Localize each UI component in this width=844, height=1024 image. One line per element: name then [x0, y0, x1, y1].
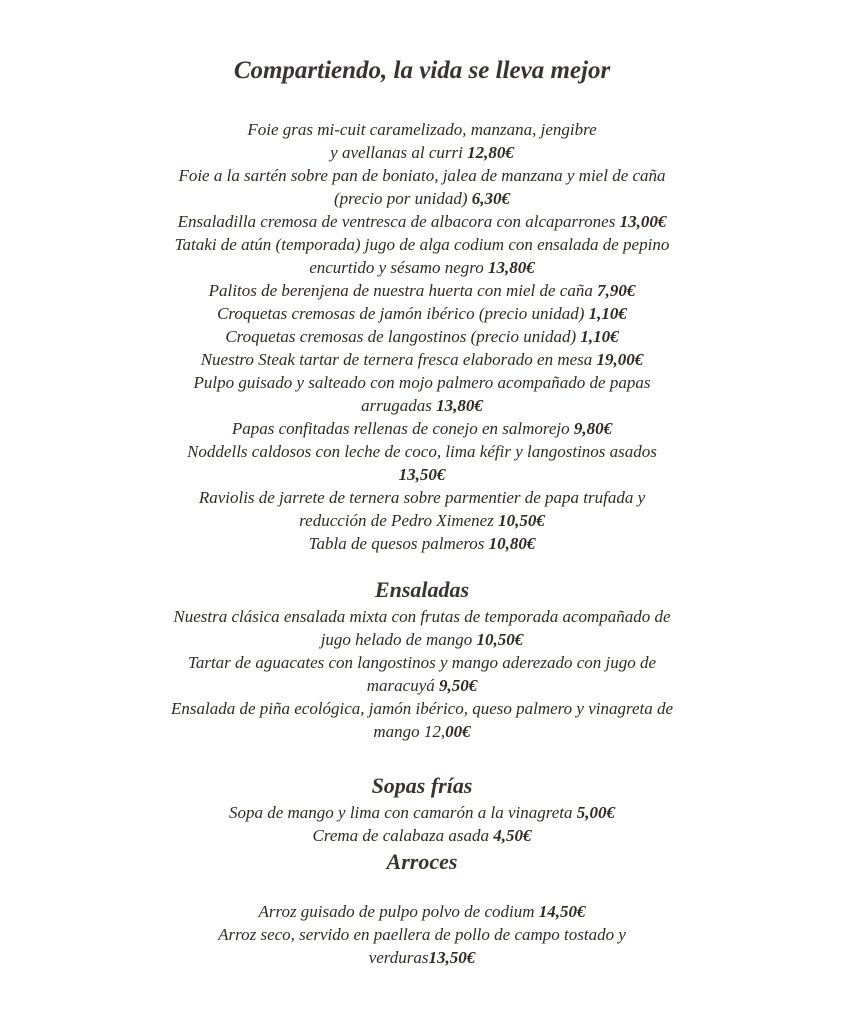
dish-text: Raviolis de jarrete de ternera sobre parmentier de papa trufada y [198, 488, 646, 507]
menu-line [0, 651, 844, 674]
dish-price: 9,80€ [573, 419, 613, 438]
menu-line [0, 164, 844, 187]
menu-line [0, 824, 844, 847]
menu-line [0, 720, 844, 743]
dish-text: jugo helado de mango [320, 630, 477, 649]
dish-text: Croquetas cremosas de jamón ibérico (precio unidad) [217, 304, 589, 323]
dish-text: arrugadas [361, 396, 437, 415]
menu-line [0, 801, 844, 824]
dish-price: 4,50€ [493, 826, 532, 845]
dish-price: 6,30€ [471, 189, 510, 208]
dish-text: Nuestro Steak tartar de ternera fresca elaborado en mesa [200, 350, 597, 369]
dish-text: maracuyá [366, 676, 439, 695]
menu-line [0, 256, 844, 279]
dish-price: 13,00€ [619, 212, 667, 231]
page-title: Compartiendo, la vida se lleva mejor [233, 57, 611, 84]
dish-text: Nuestra clásica ensalada mixta con frutas de temporada acompañado de [173, 607, 671, 626]
menu-line [0, 440, 844, 463]
sopas-heading: Sopas frías [371, 773, 473, 798]
dish-text: Tataki de atún (temporada) jugo de alga codium con ensalada de pepino [174, 235, 670, 254]
dish-text: Croquetas cremosas de langostinos (precio unidad) [225, 327, 581, 346]
ensaladas-heading: Ensaladas [374, 577, 470, 602]
menu-line [0, 279, 844, 302]
dish-price: 00€ [445, 722, 471, 741]
dish-text: encurtido y sésamo negro [309, 258, 489, 277]
arroces-list [0, 900, 844, 969]
dish-price: 1,10€ [588, 304, 627, 323]
menu-line [0, 118, 844, 141]
menu-line [0, 463, 844, 486]
dish-text: Ensaladilla cremosa de ventresca de albacora con alcaparrones [177, 212, 620, 231]
dish-text: Tabla de quesos palmeros [308, 534, 489, 553]
dish-text: Pulpo guisado y salteado con mojo palmero acompañado de papas [193, 373, 651, 392]
dish-text: Foie a la sartén sobre pan de boniato, jalea de manzana y miel de caña [178, 166, 666, 185]
dish-text: mango 12, [373, 722, 446, 741]
dish-price: 13,50€ [428, 948, 476, 967]
arroces-heading: Arroces [386, 849, 458, 874]
menu-line [0, 628, 844, 651]
dish-price: 7,90€ [597, 281, 636, 300]
menu-line [0, 532, 844, 555]
menu-line [0, 325, 844, 348]
dish-text: Crema de calabaza asada [312, 826, 494, 845]
dish-text: Tartar de aguacates con langostinos y mango aderezado con jugo de [187, 653, 657, 672]
dish-text: y avellanas al curri [330, 143, 468, 162]
menu-line [0, 923, 844, 946]
menu-line [0, 348, 844, 371]
dish-text: Papas confitadas rellenas de conejo en salmorejo [231, 419, 574, 438]
dish-text: Ensalada de piña ecológica, jamón ibérico, queso palmero y vinagreta de [170, 699, 674, 718]
menu-line [0, 697, 844, 720]
dish-text: reducción de Pedro Ximenez [299, 511, 499, 530]
menu-line [0, 900, 844, 923]
dish-text: Palitos de berenjena de nuestra huerta con miel de caña [208, 281, 598, 300]
menu-line [0, 233, 844, 256]
dish-text: Sopa de mango y lima con camarón a la vinagreta [228, 803, 577, 822]
dish-price: 10,50€ [476, 630, 524, 649]
dish-text: Foie gras mi-cuit caramelizado, manzana, jengibre [247, 120, 597, 139]
dish-price: 10,50€ [498, 511, 545, 530]
menu-line [0, 605, 844, 628]
dish-price: 13,50€ [398, 465, 446, 484]
menu-line [0, 141, 844, 164]
compartir-list [0, 118, 844, 555]
menu-line [0, 371, 844, 394]
ensaladas-list [0, 605, 844, 743]
dish-price: 5,00€ [576, 803, 616, 822]
menu-line [0, 187, 844, 210]
dish-price: 14,50€ [538, 902, 586, 921]
dish-price: 12,80€ [467, 143, 514, 162]
dish-price: 13,80€ [488, 258, 535, 277]
menu-line [0, 946, 844, 969]
menu-line [0, 417, 844, 440]
menu-line [0, 394, 844, 417]
menu-line [0, 486, 844, 509]
dish-price: 9,50€ [438, 676, 478, 695]
menu-line [0, 674, 844, 697]
dish-price: 10,80€ [488, 534, 536, 553]
dish-price: 13,80€ [436, 396, 483, 415]
sopas-list [0, 801, 844, 847]
dish-text: (precio por unidad) [334, 189, 472, 208]
dish-text: Arroz guisado de pulpo polvo de codium [258, 902, 539, 921]
menu-line [0, 210, 844, 233]
menu-line [0, 509, 844, 532]
dish-price: 1,10€ [580, 327, 619, 346]
dish-text: Arroz seco, servido en paellera de pollo de campo tostado y [218, 925, 626, 944]
dish-text: verduras [368, 948, 429, 967]
dish-price: 19,00€ [596, 350, 644, 369]
menu-line [0, 302, 844, 325]
dish-text: Noddells caldosos con leche de coco, lima kéfir y langostinos asados [187, 442, 657, 461]
